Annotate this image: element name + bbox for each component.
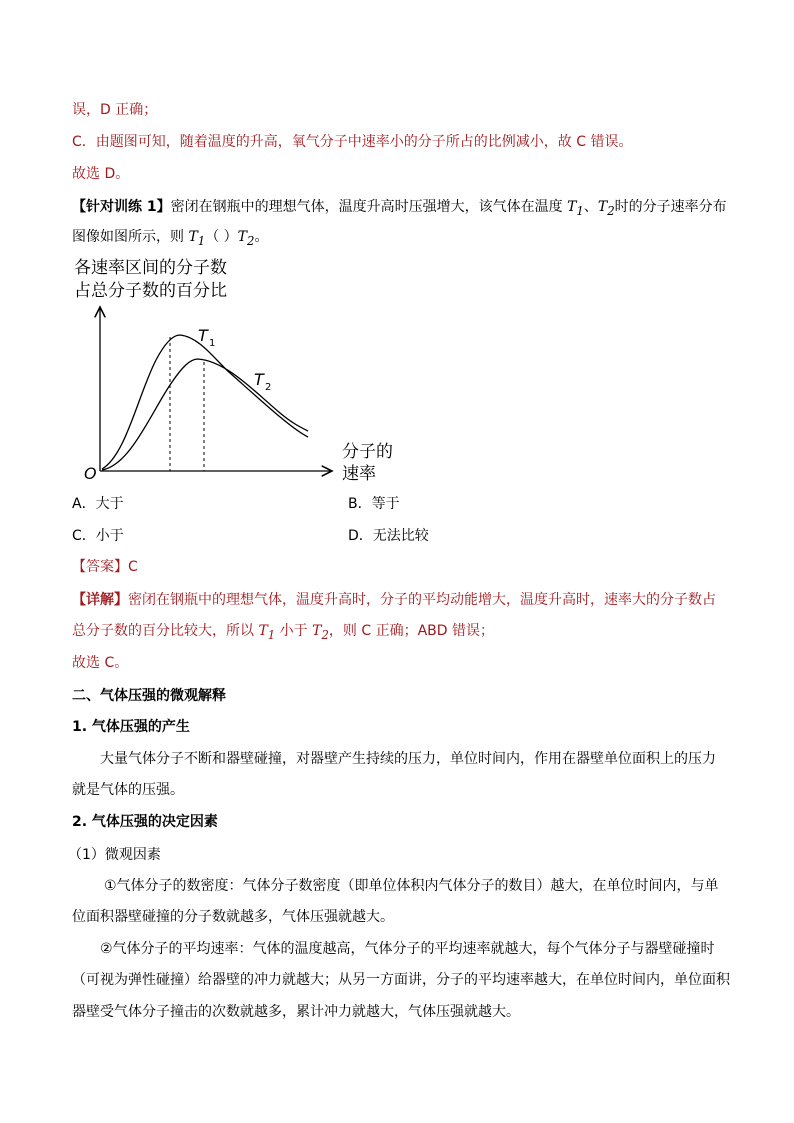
question-sep: 、 (583, 199, 598, 215)
subsection-2-title: 2. 气体压强的决定因素 (72, 814, 218, 830)
symbol-t2: T (597, 199, 608, 215)
prev-answer-line-1: 误，D 正确； (72, 102, 158, 118)
item-micro-factors: （1）微观因素 (68, 847, 161, 863)
question-end: 。 (254, 229, 269, 245)
symbol-t1-b-sub: 1 (197, 233, 206, 248)
question-blank: （ ） (205, 229, 238, 245)
question-text-2: 时的分子速率分布 (614, 199, 727, 215)
factor-2-line-3: 器壁受气体分子撞击的次数就越多，累计冲力就越大，气体压强就越大。 (72, 1004, 520, 1020)
detail-t1: T (258, 623, 268, 639)
factor-1-line-2: 位面积器壁碰撞的分子数就越多，气体压强就越大。 (72, 909, 394, 925)
paragraph-1-line-1: 大量气体分子不断和器壁碰撞，对器壁产生持续的压力，单位时间内，作用在器壁单位面积上的压力 (100, 751, 716, 767)
option-a[interactable]: A．大于 (72, 496, 124, 512)
prev-answer-choose: 故选 D。 (72, 166, 130, 182)
detail-choose: 故选 C。 (72, 655, 129, 671)
series-label-t1-sub: 1 (209, 338, 216, 349)
detail-tag: 【详解】 (72, 592, 128, 608)
symbol-t2-sub: 2 (607, 203, 615, 218)
factor-2-line-2: （可视为弹性碰撞）给器壁的冲力就越大；从另一方面讲，分子的平均速率越大，在单位时间内，单位面积 (72, 972, 730, 988)
question-text-3: 图像如图所示，则 (72, 229, 189, 245)
prev-answer-line-2: C．由题图可知，随着温度的升高，氧气分子中速率小的分子所占的比例减小，故 C 错误。 (72, 134, 633, 150)
origin-label: O (84, 464, 97, 483)
series-label-t2-sub: 2 (265, 382, 272, 393)
question-tag: 【针对训练 1】 (72, 199, 171, 215)
series-label-t1: T (198, 326, 208, 345)
paragraph-1-line-2: 就是气体的压强。 (72, 782, 184, 798)
detail-text-1: 密闭在钢瓶中的理想气体，温度升高时，分子的平均动能增大，温度升高时，速率大的分子数占 (128, 592, 716, 608)
symbol-t1-sub: 1 (576, 203, 584, 218)
question-line-2 (72, 226, 268, 252)
detail-t1-sub: 1 (267, 627, 276, 642)
detail-text-2b: 小于 (275, 623, 313, 639)
detail-line-2 (72, 620, 494, 646)
detail-line-1 (72, 589, 716, 611)
detail-t2: T (312, 623, 322, 639)
series-label-t2: T (254, 370, 264, 389)
y-axis-label-line-1: 各速率区间的分子数 (74, 258, 227, 278)
section-title: 二、气体压强的微观解释 (72, 688, 226, 704)
x-axis-label-line-1: 分子的 (342, 442, 393, 462)
factor-2-line-1: ②气体分子的平均速率：气体的温度越高，气体分子的平均速率就越大，每个气体分子与器壁碰撞时 (100, 941, 715, 957)
symbol-t1: T (567, 199, 577, 215)
factor-1-line-1: ①气体分子的数密度：气体分子数密度（即单位体积内气体分子的数目）越大，在单位时间内，与单 (104, 878, 719, 894)
y-axis-label-line-2: 占总分子数的百分比 (74, 281, 227, 301)
curve-t1 (102, 335, 308, 469)
question-text-1: 密闭在钢瓶中的理想气体，温度升高时压强增大，该气体在温度 (170, 199, 568, 215)
option-c[interactable]: C．小于 (72, 528, 124, 544)
speed-distribution-chart (66, 255, 393, 485)
symbol-t1-b: T (188, 229, 198, 245)
symbol-t2-b-sub: 2 (247, 233, 255, 248)
detail-text-2a: 总分子数的百分比较大，所以 (72, 623, 259, 639)
option-d[interactable]: D．无法比较 (348, 528, 429, 544)
x-axis-label-line-2: 速率 (342, 464, 376, 484)
symbol-t2-b: T (237, 229, 248, 245)
option-b[interactable]: B．等于 (348, 496, 400, 512)
detail-t2-sub: 2 (321, 627, 329, 642)
answer-label: 【答案】C (72, 559, 138, 575)
subsection-1-title: 1. 气体压强的产生 (72, 719, 190, 735)
question-line-1 (72, 196, 727, 222)
detail-text-2c: ，则 C 正确；ABD 错误； (328, 623, 494, 639)
